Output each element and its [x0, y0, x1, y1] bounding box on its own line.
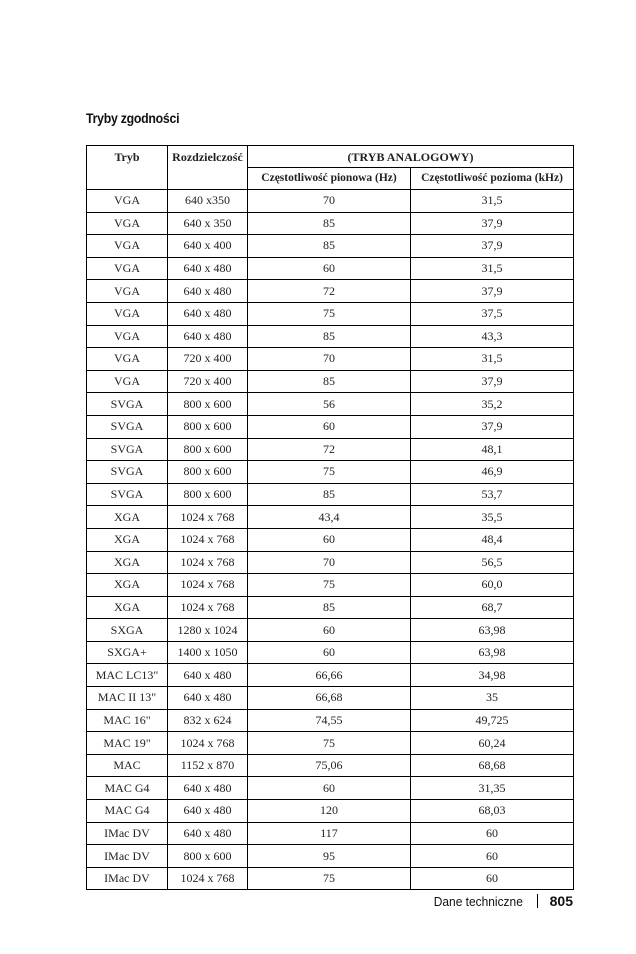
cell-resolution: 800 x 600	[168, 461, 248, 484]
cell-resolution: 800 x 600	[168, 438, 248, 461]
cell-resolution: 800 x 600	[168, 483, 248, 506]
cell-mode: MAC	[87, 754, 168, 777]
cell-resolution: 800 x 600	[168, 845, 248, 868]
cell-horizontal-frequency: 43,3	[411, 325, 574, 348]
cell-mode: VGA	[87, 257, 168, 280]
cell-resolution: 640 x 480	[168, 257, 248, 280]
cell-vertical-frequency: 60	[248, 619, 411, 642]
cell-mode: MAC G4	[87, 800, 168, 823]
cell-mode: XGA	[87, 596, 168, 619]
cell-resolution: 1024 x 768	[168, 867, 248, 890]
compatibility-modes-table	[86, 145, 574, 890]
cell-resolution: 640 x350	[168, 190, 248, 213]
cell-vertical-frequency: 70	[248, 190, 411, 213]
cell-mode: SVGA	[87, 393, 168, 416]
cell-resolution: 1024 x 768	[168, 551, 248, 574]
cell-mode: VGA	[87, 280, 168, 303]
cell-horizontal-frequency: 37,9	[411, 370, 574, 393]
cell-mode: MAC 19"	[87, 732, 168, 755]
cell-vertical-frequency: 75	[248, 732, 411, 755]
cell-mode: XGA	[87, 506, 168, 529]
cell-horizontal-frequency: 31,5	[411, 348, 574, 371]
cell-resolution: 1024 x 768	[168, 574, 248, 597]
cell-mode: XGA	[87, 551, 168, 574]
cell-resolution: 640 x 480	[168, 664, 248, 687]
cell-vertical-frequency: 60	[248, 415, 411, 438]
cell-resolution: 1024 x 768	[168, 528, 248, 551]
cell-horizontal-frequency: 31,5	[411, 190, 574, 213]
header-analog-group: (TRYB ANALOGOWY)	[248, 146, 574, 168]
cell-mode: XGA	[87, 528, 168, 551]
cell-mode: MAC II 13"	[87, 687, 168, 710]
cell-mode: SVGA	[87, 438, 168, 461]
cell-horizontal-frequency: 31,35	[411, 777, 574, 800]
cell-vertical-frequency: 66,68	[248, 687, 411, 710]
table-row	[87, 664, 574, 687]
cell-horizontal-frequency: 48,1	[411, 438, 574, 461]
cell-vertical-frequency: 72	[248, 280, 411, 303]
cell-vertical-frequency: 75	[248, 867, 411, 890]
cell-mode: MAC 16"	[87, 709, 168, 732]
cell-horizontal-frequency: 56,5	[411, 551, 574, 574]
cell-mode: VGA	[87, 348, 168, 371]
cell-horizontal-frequency: 35,2	[411, 393, 574, 416]
cell-mode: SXGA	[87, 619, 168, 642]
footer-section-title: Dane techniczne	[433, 893, 523, 909]
table-row	[87, 212, 574, 235]
table-row	[87, 732, 574, 755]
cell-mode: SVGA	[87, 415, 168, 438]
cell-vertical-frequency: 120	[248, 800, 411, 823]
cell-vertical-frequency: 70	[248, 551, 411, 574]
cell-horizontal-frequency: 60,0	[411, 574, 574, 597]
table-row	[87, 483, 574, 506]
table-row	[87, 461, 574, 484]
cell-resolution: 832 x 624	[168, 709, 248, 732]
table-row	[87, 777, 574, 800]
cell-vertical-frequency: 60	[248, 528, 411, 551]
cell-horizontal-frequency: 68,68	[411, 754, 574, 777]
cell-vertical-frequency: 85	[248, 325, 411, 348]
cell-vertical-frequency: 95	[248, 845, 411, 868]
cell-mode: VGA	[87, 325, 168, 348]
table-row	[87, 845, 574, 868]
table-row	[87, 551, 574, 574]
cell-horizontal-frequency: 60	[411, 867, 574, 890]
page-footer	[426, 893, 573, 909]
cell-vertical-frequency: 75	[248, 574, 411, 597]
table-row	[87, 800, 574, 823]
cell-horizontal-frequency: 37,9	[411, 212, 574, 235]
cell-resolution: 720 x 400	[168, 348, 248, 371]
cell-resolution: 1024 x 768	[168, 596, 248, 619]
table-body	[87, 190, 574, 890]
cell-mode: VGA	[87, 190, 168, 213]
cell-resolution: 640 x 480	[168, 325, 248, 348]
cell-vertical-frequency: 60	[248, 777, 411, 800]
table-row	[87, 687, 574, 710]
cell-vertical-frequency: 43,4	[248, 506, 411, 529]
cell-resolution: 1400 x 1050	[168, 641, 248, 664]
cell-mode: MAC LC13"	[87, 664, 168, 687]
cell-resolution: 640 x 400	[168, 235, 248, 258]
table-row	[87, 280, 574, 303]
table-row	[87, 574, 574, 597]
header-tryb: Tryb	[87, 146, 168, 190]
table-row	[87, 754, 574, 777]
cell-mode: IMac DV	[87, 845, 168, 868]
cell-horizontal-frequency: 37,9	[411, 235, 574, 258]
table-row	[87, 867, 574, 890]
table-row	[87, 235, 574, 258]
cell-mode: SVGA	[87, 483, 168, 506]
page-number: 805	[549, 893, 573, 909]
cell-horizontal-frequency: 46,9	[411, 461, 574, 484]
cell-resolution: 640 x 480	[168, 822, 248, 845]
cell-resolution: 800 x 600	[168, 393, 248, 416]
table-row	[87, 709, 574, 732]
table-row	[87, 641, 574, 664]
cell-resolution: 640 x 480	[168, 280, 248, 303]
cell-horizontal-frequency: 37,9	[411, 415, 574, 438]
cell-horizontal-frequency: 37,9	[411, 280, 574, 303]
cell-resolution: 1024 x 768	[168, 506, 248, 529]
cell-horizontal-frequency: 34,98	[411, 664, 574, 687]
cell-horizontal-frequency: 63,98	[411, 619, 574, 642]
cell-vertical-frequency: 70	[248, 348, 411, 371]
cell-vertical-frequency: 66,66	[248, 664, 411, 687]
cell-vertical-frequency: 85	[248, 370, 411, 393]
table-row	[87, 438, 574, 461]
cell-vertical-frequency: 117	[248, 822, 411, 845]
cell-mode: VGA	[87, 235, 168, 258]
cell-vertical-frequency: 74,55	[248, 709, 411, 732]
cell-resolution: 1280 x 1024	[168, 619, 248, 642]
table-row	[87, 325, 574, 348]
cell-vertical-frequency: 75	[248, 302, 411, 325]
cell-horizontal-frequency: 49,725	[411, 709, 574, 732]
cell-mode: VGA	[87, 302, 168, 325]
cell-resolution: 640 x 480	[168, 687, 248, 710]
table-row	[87, 619, 574, 642]
cell-resolution: 640 x 480	[168, 302, 248, 325]
cell-horizontal-frequency: 35,5	[411, 506, 574, 529]
cell-vertical-frequency: 60	[248, 257, 411, 280]
table-row	[87, 822, 574, 845]
cell-resolution: 1152 x 870	[168, 754, 248, 777]
cell-vertical-frequency: 85	[248, 596, 411, 619]
cell-resolution: 1024 x 768	[168, 732, 248, 755]
cell-resolution: 640 x 480	[168, 800, 248, 823]
header-rozdzielczosc: Rozdzielczość	[168, 146, 248, 190]
cell-horizontal-frequency: 35	[411, 687, 574, 710]
cell-horizontal-frequency: 48,4	[411, 528, 574, 551]
table-header	[87, 146, 574, 190]
table-row	[87, 415, 574, 438]
cell-mode: XGA	[87, 574, 168, 597]
cell-mode: MAC G4	[87, 777, 168, 800]
table-row	[87, 393, 574, 416]
cell-resolution: 720 x 400	[168, 370, 248, 393]
table-row	[87, 370, 574, 393]
cell-horizontal-frequency: 37,5	[411, 302, 574, 325]
cell-mode: SXGA+	[87, 641, 168, 664]
table-row	[87, 257, 574, 280]
cell-vertical-frequency: 85	[248, 212, 411, 235]
cell-vertical-frequency: 85	[248, 483, 411, 506]
cell-horizontal-frequency: 60	[411, 845, 574, 868]
footer-separator	[537, 894, 538, 908]
cell-vertical-frequency: 85	[248, 235, 411, 258]
cell-horizontal-frequency: 60,24	[411, 732, 574, 755]
cell-resolution: 640 x 350	[168, 212, 248, 235]
cell-mode: VGA	[87, 212, 168, 235]
table-row	[87, 348, 574, 371]
cell-horizontal-frequency: 63,98	[411, 641, 574, 664]
cell-vertical-frequency: 75,06	[248, 754, 411, 777]
cell-horizontal-frequency: 31,5	[411, 257, 574, 280]
cell-vertical-frequency: 60	[248, 641, 411, 664]
cell-horizontal-frequency: 68,7	[411, 596, 574, 619]
cell-horizontal-frequency: 53,7	[411, 483, 574, 506]
table-row	[87, 506, 574, 529]
cell-vertical-frequency: 75	[248, 461, 411, 484]
cell-horizontal-frequency: 60	[411, 822, 574, 845]
cell-vertical-frequency: 72	[248, 438, 411, 461]
table-row	[87, 302, 574, 325]
cell-mode: SVGA	[87, 461, 168, 484]
section-heading: Tryby zgodności	[86, 110, 180, 126]
table-row	[87, 596, 574, 619]
cell-resolution: 800 x 600	[168, 415, 248, 438]
table-row	[87, 528, 574, 551]
cell-mode: IMac DV	[87, 867, 168, 890]
cell-mode: IMac DV	[87, 822, 168, 845]
header-vertical-frequency: Częstotliwość pionowa (Hz)	[248, 168, 411, 190]
cell-vertical-frequency: 56	[248, 393, 411, 416]
cell-horizontal-frequency: 68,03	[411, 800, 574, 823]
cell-resolution: 640 x 480	[168, 777, 248, 800]
header-horizontal-frequency: Częstotliwość pozioma (kHz)	[411, 168, 574, 190]
cell-mode: VGA	[87, 370, 168, 393]
table-row	[87, 190, 574, 213]
